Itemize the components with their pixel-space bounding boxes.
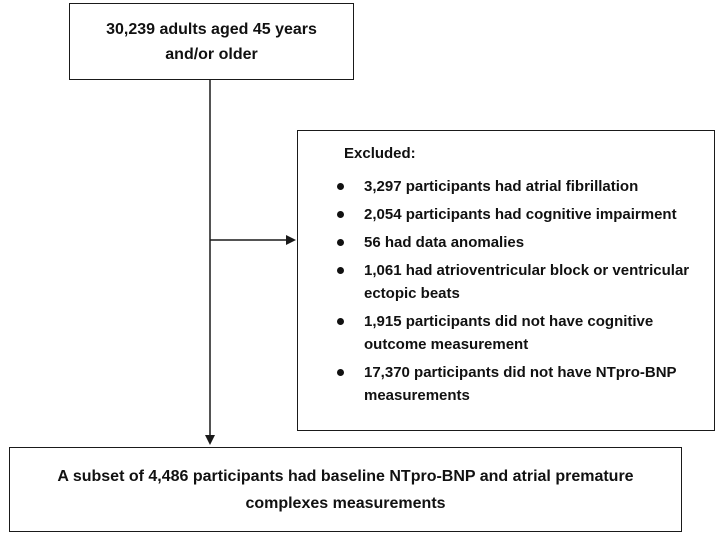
excluded-item [344, 259, 702, 305]
excluded-item-text: 56 had data anomalies [364, 234, 525, 251]
excluded-item-text: 1,915 participants did not have cognitive outcome measurement [364, 313, 654, 353]
excluded-item [344, 361, 702, 407]
excluded-list [344, 175, 702, 407]
enrolled-text: 30,239 adults aged 45 years and/or older [106, 20, 317, 63]
bullet-icon [337, 239, 344, 246]
bullet-icon [337, 318, 344, 325]
bullet-icon [337, 183, 344, 190]
bullet-icon [337, 267, 344, 274]
excluded-item-text: 17,370 participants did not have NTpro-BNP measurements [364, 364, 677, 404]
final-cohort-text: A subset of 4,486 participants had baseline NTpro-BNP and atrial premature complexes measurements [57, 467, 634, 512]
excluded-item [344, 310, 702, 356]
excluded-heading: Excluded: [344, 145, 416, 162]
excluded-item [344, 175, 702, 198]
excluded-item-text: 1,061 had atrioventricular block or ventricular ectopic beats [364, 262, 690, 302]
bullet-icon [337, 211, 344, 218]
excluded-item-text: 2,054 participants had cognitive impairment [364, 206, 677, 223]
final-cohort-box [9, 447, 682, 532]
excluded-item [344, 231, 702, 254]
excluded-box [297, 130, 715, 431]
excluded-item-text: 3,297 participants had atrial fibrillation [364, 178, 639, 195]
enrolled-box [69, 3, 354, 80]
excluded-item [344, 203, 702, 226]
bullet-icon [337, 369, 344, 376]
